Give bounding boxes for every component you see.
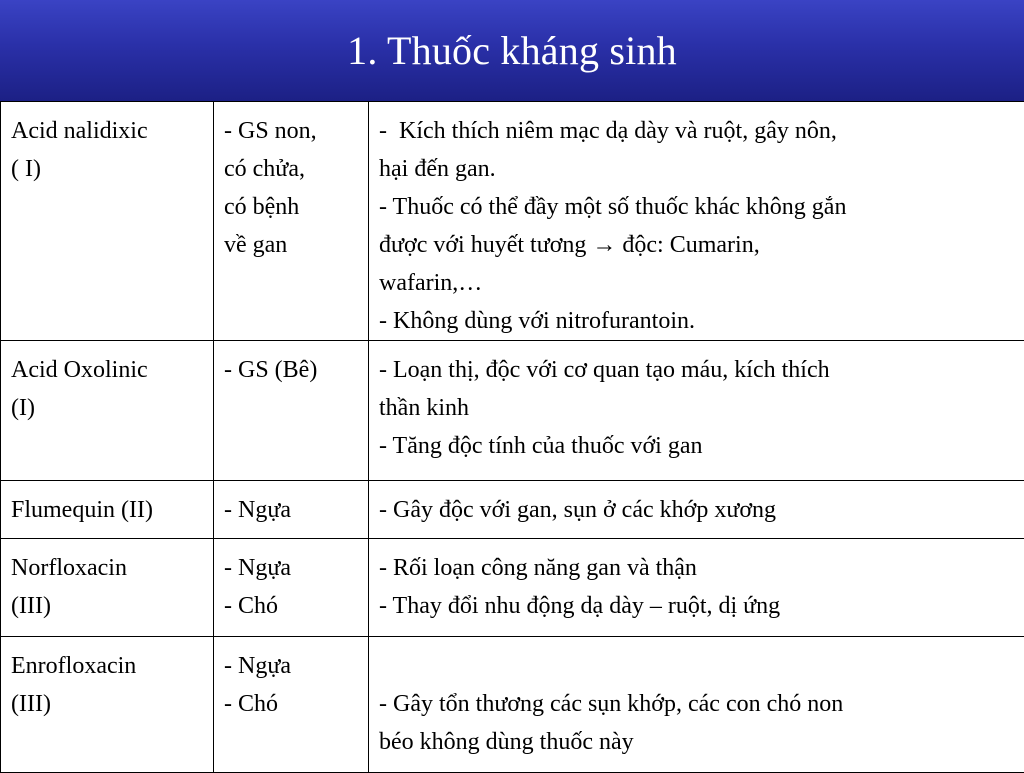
species-line: - GS (Bê) [224, 351, 360, 389]
drug-group: (III) [11, 685, 205, 723]
species-line: - Ngựa [224, 549, 360, 587]
note-line: - Thuốc có thể đầy một số thuốc khác không gắn [379, 188, 1016, 226]
species-line: có chửa, [224, 150, 360, 188]
drug-cell [1, 539, 214, 637]
note-line: - Tăng độc tính của thuốc với gan [379, 427, 1016, 465]
drug-group: (I) [11, 389, 205, 427]
table-row [1, 341, 1024, 481]
slide-title: 1. Thuốc kháng sinh [347, 27, 677, 74]
species-line: - Chó [224, 685, 360, 723]
drug-cell [1, 341, 214, 481]
notes-cell [369, 637, 1024, 773]
drug-name: Acid nalidixic [11, 112, 205, 150]
species-line: - Chó [224, 587, 360, 625]
title-bar [0, 0, 1024, 101]
note-line: được với huyết tương → độc: Cumarin, [379, 226, 1016, 264]
drug-name: Enrofloxacin [11, 647, 205, 685]
note-line: - Không dùng với nitrofurantoin. [379, 302, 1016, 340]
species-line: - GS non, [224, 112, 360, 150]
notes-cell [369, 481, 1024, 539]
note-line: - Rối loạn công năng gan và thận [379, 549, 1016, 587]
drug-name: Flumequin (II) [11, 491, 205, 529]
drug-name: Acid Oxolinic [11, 351, 205, 389]
note-line: - Kích thích niêm mạc dạ dày và ruột, gây nôn, [379, 112, 1016, 150]
drug-table [0, 101, 1024, 773]
note-line: - Thay đổi nhu động dạ dày – ruột, dị ứng [379, 587, 1016, 625]
drug-group: ( I) [11, 150, 205, 188]
table-row [1, 102, 1024, 341]
drug-cell [1, 637, 214, 773]
species-cell [214, 102, 369, 341]
note-line: - Gây độc với gan, sụn ở các khớp xương [379, 491, 1016, 529]
species-cell [214, 539, 369, 637]
table-row [1, 637, 1024, 773]
table-row [1, 481, 1024, 539]
table-row [1, 539, 1024, 637]
notes-cell [369, 539, 1024, 637]
drug-name: Norfloxacin [11, 549, 205, 587]
note-line: - Gây tổn thương các sụn khớp, các con chó non [379, 685, 1016, 723]
note-line: wafarin,… [379, 264, 1016, 302]
note-line: thần kinh [379, 389, 1016, 427]
note-spacer [379, 647, 1016, 685]
species-line: - Ngựa [224, 647, 360, 685]
species-line: về gan [224, 226, 360, 264]
note-line: - Loạn thị, độc với cơ quan tạo máu, kích thích [379, 351, 1016, 389]
species-cell [214, 341, 369, 481]
note-line: hại đến gan. [379, 150, 1016, 188]
species-line: - Ngựa [224, 491, 360, 529]
drug-cell [1, 102, 214, 341]
species-cell [214, 481, 369, 539]
notes-cell [369, 102, 1024, 341]
drug-group: (III) [11, 587, 205, 625]
notes-cell [369, 341, 1024, 481]
drug-cell [1, 481, 214, 539]
note-line: béo không dùng thuốc này [379, 723, 1016, 761]
species-line: có bệnh [224, 188, 360, 226]
species-cell [214, 637, 369, 773]
